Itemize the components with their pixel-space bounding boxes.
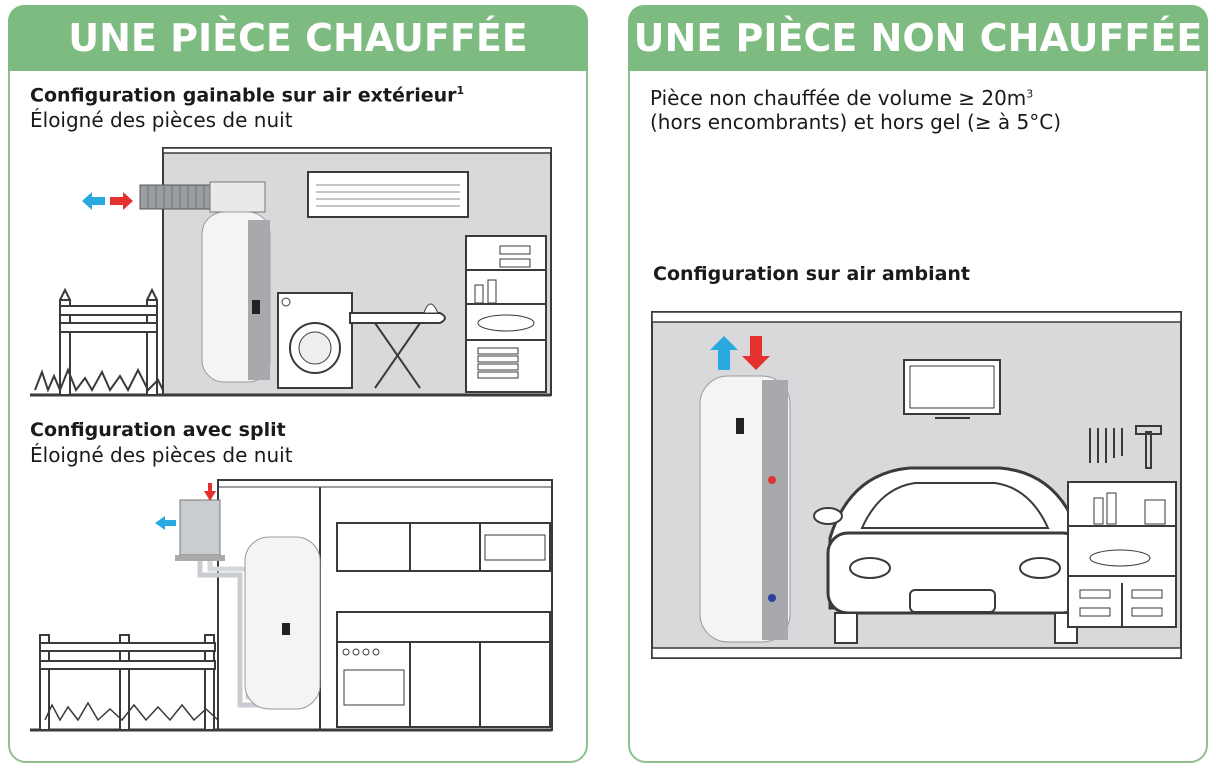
split-illustration: [30, 475, 555, 740]
config1-title: Configuration gainable sur air extérieur$^1$: [30, 84, 465, 107]
left-panel-title: UNE PIÈCE CHAUFFÉE: [68, 16, 528, 60]
config3-title: Configuration sur air ambiant: [653, 263, 971, 285]
config1-footnote: 1: [456, 84, 465, 97]
right-panel-header: [628, 5, 1208, 71]
config1-subtitle: Éloigné des pièces de nuit: [30, 108, 293, 132]
volume-requirement-line2: (hors encombrants) et hors gel (≥ à 5°C): [650, 110, 1062, 134]
config2-title: Configuration avec split: [30, 419, 286, 441]
left-panel-header: [8, 5, 588, 71]
volume-requirement-line1: Pièce non chauffée de volume ≥ $20m^3$: [650, 86, 1034, 110]
volume-unit-sup: 3: [1026, 87, 1034, 101]
gainable-illustration: [30, 140, 555, 405]
ambient-illustration: [650, 308, 1185, 663]
right-panel-title: UNE PIÈCE NON CHAUFFÉE: [633, 16, 1203, 60]
config2-subtitle: Éloigné des pièces de nuit: [30, 443, 293, 467]
